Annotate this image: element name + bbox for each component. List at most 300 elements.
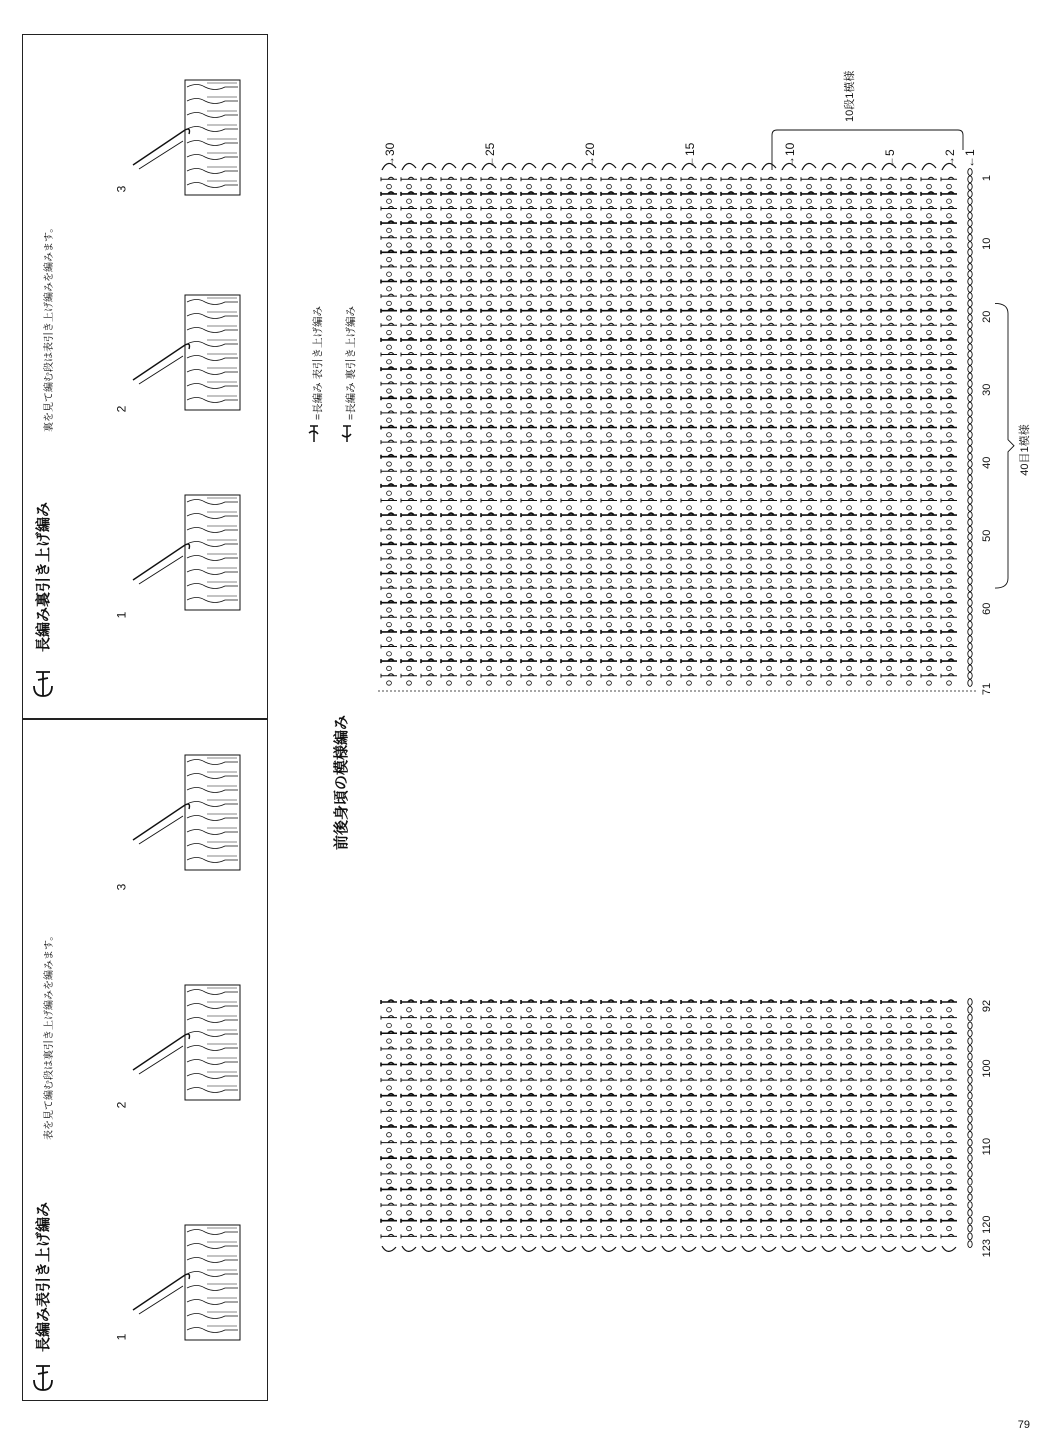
post-stitch	[441, 1031, 457, 1035]
chain-stitch	[647, 1008, 652, 1012]
post-stitch	[761, 1156, 777, 1160]
post-stitch	[441, 1016, 457, 1020]
post-stitch	[561, 177, 577, 181]
chain-stitch	[687, 272, 692, 276]
post-stitch	[481, 1203, 497, 1207]
post-stitch	[561, 411, 577, 415]
chain-stitch	[547, 243, 552, 247]
crochet-hook-icon	[133, 344, 190, 380]
chain-stitch	[407, 1133, 412, 1137]
chain-stitch	[968, 242, 972, 249]
post-stitch	[941, 221, 957, 225]
post-stitch	[621, 1156, 637, 1160]
post-stitch	[701, 323, 717, 327]
post-stitch	[721, 353, 737, 357]
chain-stitch	[667, 564, 672, 568]
chain-stitch	[927, 1164, 932, 1168]
chain-stitch	[807, 491, 812, 495]
post-stitch	[861, 367, 877, 371]
post-stitch	[841, 659, 857, 663]
post-stitch	[381, 221, 397, 225]
post-stitch	[901, 221, 917, 225]
post-stitch	[481, 1172, 497, 1176]
chain-stitch	[567, 1164, 572, 1168]
post-stitch	[661, 1000, 677, 1004]
chain-stitch	[947, 243, 952, 247]
chain-stitch	[467, 418, 472, 422]
post-stitch	[741, 528, 757, 532]
chain-stitch	[427, 301, 432, 305]
chain-stitch	[968, 205, 972, 212]
post-stitch	[861, 1156, 877, 1160]
chain-stitch	[927, 228, 932, 232]
post-stitch	[901, 542, 917, 546]
chain-stitch	[927, 520, 932, 524]
post-stitch	[881, 572, 897, 576]
chain-stitch	[867, 535, 872, 539]
chain-stitch	[887, 199, 892, 203]
post-stitch	[381, 1219, 397, 1223]
chain-stitch	[507, 257, 512, 261]
post-stitch	[801, 586, 817, 590]
post-stitch	[821, 469, 837, 473]
chain-stitch	[507, 476, 512, 480]
post-stitch	[501, 484, 517, 488]
chain-stitch	[607, 1008, 612, 1012]
post-stitch	[941, 1172, 957, 1176]
chain-stitch	[707, 666, 712, 670]
post-stitch	[541, 1109, 557, 1113]
post-stitch	[561, 265, 577, 269]
chain-stitch	[527, 1086, 532, 1090]
chain-stitch	[567, 593, 572, 597]
post-stitch	[761, 513, 777, 517]
chain-stitch	[687, 287, 692, 291]
post-stitch	[781, 1000, 797, 1004]
post-stitch	[841, 323, 857, 327]
post-stitch	[441, 1219, 457, 1223]
chain-stitch	[807, 1039, 812, 1043]
post-stitch	[821, 1219, 837, 1223]
post-stitch	[661, 396, 677, 400]
chain-stitch	[927, 1054, 932, 1058]
post-stitch	[381, 542, 397, 546]
post-stitch	[641, 1016, 657, 1020]
post-stitch	[421, 499, 437, 503]
post-stitch	[861, 455, 877, 459]
post-stitch	[661, 367, 677, 371]
post-stitch	[781, 323, 797, 327]
post-stitch	[681, 469, 697, 473]
chain-stitch	[647, 549, 652, 553]
post-stitch	[701, 528, 717, 532]
chain-stitch	[667, 1117, 672, 1121]
chain-stitch	[387, 506, 392, 510]
post-stitch	[621, 250, 637, 254]
chain-stitch	[887, 681, 892, 685]
post-stitch	[861, 1203, 877, 1207]
post-stitch	[641, 309, 657, 313]
post-stitch	[921, 207, 937, 211]
chain-stitch	[487, 330, 492, 334]
chain-stitch	[968, 1186, 972, 1193]
post-stitch	[901, 645, 917, 649]
chain-stitch	[887, 1211, 892, 1215]
post-stitch	[421, 207, 437, 211]
post-stitch	[761, 236, 777, 240]
post-stitch	[421, 1187, 437, 1191]
post-stitch	[821, 659, 837, 663]
post-stitch	[521, 367, 537, 371]
post-stitch	[821, 1203, 837, 1207]
chain-stitch	[627, 666, 632, 670]
chain-stitch	[867, 593, 872, 597]
chain-stitch	[747, 389, 752, 393]
post-stitch	[901, 440, 917, 444]
chain-stitch	[607, 622, 612, 626]
post-stitch	[421, 1172, 437, 1176]
post-stitch	[761, 557, 777, 561]
chain-stitch	[627, 1086, 632, 1090]
post-stitch	[761, 280, 777, 284]
post-stitch	[481, 221, 497, 225]
post-stitch	[521, 1109, 537, 1113]
post-stitch	[881, 1172, 897, 1176]
chain-stitch	[627, 535, 632, 539]
chain-stitch	[467, 330, 472, 334]
post-stitch	[521, 426, 537, 430]
post-stitch	[521, 645, 537, 649]
post-stitch	[521, 572, 537, 576]
chain-stitch	[447, 257, 452, 261]
post-stitch	[401, 601, 417, 605]
post-stitch	[621, 1187, 637, 1191]
post-stitch	[941, 1109, 957, 1113]
chain-stitch	[567, 228, 572, 232]
post-stitch	[781, 280, 797, 284]
post-stitch	[521, 1203, 537, 1207]
post-stitch	[501, 615, 517, 619]
post-stitch	[661, 192, 677, 196]
chain-stitch	[587, 622, 592, 626]
chain-stitch	[767, 476, 772, 480]
post-stitch	[861, 440, 877, 444]
post-stitch	[801, 1203, 817, 1207]
chain-stitch	[807, 228, 812, 232]
chain-stitch	[827, 1054, 832, 1058]
post-stitch	[541, 645, 557, 649]
post-stitch	[521, 630, 537, 634]
post-stitch	[801, 440, 817, 444]
chain-stitch	[387, 476, 392, 480]
chain-stitch	[507, 287, 512, 291]
post-stitch	[861, 236, 877, 240]
chain-stitch	[687, 257, 692, 261]
chain-stitch	[787, 330, 792, 334]
chain-stitch	[427, 593, 432, 597]
post-stitch	[461, 615, 477, 619]
chain-stitch	[627, 491, 632, 495]
chain-stitch	[867, 681, 872, 685]
chain-stitch	[587, 681, 592, 685]
chain-stitch	[567, 1226, 572, 1230]
post-stitch	[921, 192, 937, 196]
chain-stitch	[407, 652, 412, 656]
chain-stitch	[787, 520, 792, 524]
post-stitch	[801, 1219, 817, 1223]
post-stitch	[521, 1031, 537, 1035]
crochet-hook-icon	[133, 544, 190, 580]
chain-stitch	[447, 316, 452, 320]
post-stitch	[481, 1062, 497, 1066]
post-stitch	[701, 659, 717, 663]
post-stitch	[941, 572, 957, 576]
chain-stitch	[968, 475, 972, 482]
chain-stitch	[887, 1226, 892, 1230]
chain-stitch	[407, 1008, 412, 1012]
post-stitch	[541, 1172, 557, 1176]
chain-stitch	[407, 564, 412, 568]
post-stitch	[841, 192, 857, 196]
chain-stitch	[887, 433, 892, 437]
chain-stitch	[847, 476, 852, 480]
post-stitch	[621, 586, 637, 590]
chain-stitch	[927, 1008, 932, 1012]
post-stitch	[621, 177, 637, 181]
post-stitch	[721, 323, 737, 327]
post-stitch	[561, 1109, 577, 1113]
chain-stitch	[947, 272, 952, 276]
chain-stitch	[907, 1164, 912, 1168]
post-stitch	[781, 630, 797, 634]
chart-row	[461, 163, 477, 1251]
post-stitch	[661, 1016, 677, 1020]
post-stitch	[401, 469, 417, 473]
post-stitch	[821, 192, 837, 196]
chain-stitch	[567, 579, 572, 583]
post-stitch	[921, 382, 937, 386]
post-stitch	[581, 586, 597, 590]
chain-stitch	[607, 652, 612, 656]
chain-stitch	[667, 257, 672, 261]
chain-stitch	[847, 681, 852, 685]
chain-stitch	[627, 360, 632, 364]
post-stitch	[501, 542, 517, 546]
chain-stitch	[627, 243, 632, 247]
chain-stitch	[387, 1101, 392, 1105]
post-stitch	[721, 1172, 737, 1176]
post-stitch	[641, 586, 657, 590]
post-stitch	[521, 294, 537, 298]
chain-stitch	[827, 1070, 832, 1074]
post-stitch	[421, 396, 437, 400]
chain-stitch	[387, 1086, 392, 1090]
post-stitch	[441, 601, 457, 605]
chain-stitch	[727, 1070, 732, 1074]
post-stitch	[661, 1234, 677, 1238]
post-stitch	[701, 499, 717, 503]
chain-stitch	[667, 1070, 672, 1074]
post-stitch	[501, 382, 517, 386]
chain-stitch	[907, 520, 912, 524]
chain-stitch	[727, 301, 732, 305]
post-stitch	[801, 1062, 817, 1066]
post-stitch	[521, 1156, 537, 1160]
post-stitch	[481, 396, 497, 400]
post-stitch	[921, 1156, 937, 1160]
chain-stitch	[467, 1117, 472, 1121]
chain-stitch	[847, 447, 852, 451]
chain-stitch	[587, 184, 592, 188]
post-stitch	[721, 1016, 737, 1020]
post-stitch	[501, 367, 517, 371]
post-stitch	[381, 1031, 397, 1035]
chain-stitch	[807, 535, 812, 539]
post-stitch	[721, 1141, 737, 1145]
post-stitch	[781, 192, 797, 196]
chain-stitch	[487, 1133, 492, 1137]
chain-stitch	[968, 1241, 972, 1248]
post-stitch	[681, 1234, 697, 1238]
chain-stitch	[567, 214, 572, 218]
post-stitch	[401, 674, 417, 678]
chain-stitch	[447, 622, 452, 626]
chain-stitch	[947, 535, 952, 539]
post-stitch	[581, 528, 597, 532]
chain-stitch	[767, 520, 772, 524]
turning-chain	[702, 163, 716, 170]
chain-stitch	[787, 564, 792, 568]
post-stitch	[501, 1234, 517, 1238]
post-stitch	[661, 236, 677, 240]
post-stitch	[781, 586, 797, 590]
chain-stitch	[467, 447, 472, 451]
post-stitch	[741, 615, 757, 619]
post-stitch	[941, 484, 957, 488]
chain-stitch	[847, 622, 852, 626]
post-stitch	[381, 294, 397, 298]
post-stitch	[521, 1234, 537, 1238]
post-stitch	[441, 528, 457, 532]
post-stitch	[741, 469, 757, 473]
chain-stitch	[787, 1226, 792, 1230]
chain-stitch	[527, 506, 532, 510]
chain-stitch	[727, 476, 732, 480]
chain-stitch	[407, 403, 412, 407]
chain-stitch	[687, 374, 692, 378]
chain-stitch	[527, 330, 532, 334]
chain-stitch	[527, 214, 532, 218]
post-stitch	[681, 542, 697, 546]
chain-stitch	[407, 287, 412, 291]
post-stitch	[801, 1172, 817, 1176]
post-stitch	[581, 455, 597, 459]
chain-stitch	[387, 374, 392, 378]
post-stitch	[821, 1156, 837, 1160]
post-stitch	[561, 1031, 577, 1035]
chain-stitch	[968, 999, 972, 1006]
post-stitch	[941, 1078, 957, 1082]
post-stitch	[681, 615, 697, 619]
post-stitch	[561, 280, 577, 284]
post-stitch	[561, 353, 577, 357]
post-stitch	[681, 557, 697, 561]
post-stitch	[741, 309, 757, 313]
post-stitch	[801, 382, 817, 386]
post-stitch	[861, 1094, 877, 1098]
chain-stitch	[827, 447, 832, 451]
post-stitch	[801, 484, 817, 488]
post-stitch	[581, 192, 597, 196]
post-stitch	[941, 1016, 957, 1020]
post-stitch	[821, 586, 837, 590]
chain-stitch	[447, 199, 452, 203]
chain-stitch	[587, 345, 592, 349]
chain-stitch	[747, 345, 752, 349]
post-stitch	[381, 382, 397, 386]
chain-stitch	[827, 199, 832, 203]
post-stitch	[681, 367, 697, 371]
chain-stitch	[427, 257, 432, 261]
chain-stitch	[507, 360, 512, 364]
chain-stitch	[867, 637, 872, 641]
chain-stitch	[787, 549, 792, 553]
post-stitch	[461, 469, 477, 473]
chain-stitch	[607, 1179, 612, 1183]
post-stitch	[741, 221, 757, 225]
post-stitch	[401, 528, 417, 532]
chain-stitch	[968, 1108, 972, 1115]
chain-stitch	[467, 1133, 472, 1137]
chain-stitch	[927, 243, 932, 247]
post-stitch	[561, 601, 577, 605]
chain-stitch	[747, 1008, 752, 1012]
chain-stitch	[927, 403, 932, 407]
panel2-step-3: 3	[114, 185, 129, 193]
chain-stitch	[747, 622, 752, 626]
chain-stitch	[427, 681, 432, 685]
post-stitch	[681, 1125, 697, 1129]
post-stitch	[501, 353, 517, 357]
post-stitch	[581, 1094, 597, 1098]
stitch-number: 1	[981, 174, 993, 182]
post-stitch	[881, 499, 897, 503]
post-stitch	[781, 674, 797, 678]
post-stitch	[481, 674, 497, 678]
post-stitch	[441, 1172, 457, 1176]
post-stitch	[901, 280, 917, 284]
chain-stitch	[487, 520, 492, 524]
post-stitch	[801, 353, 817, 357]
chain-stitch	[527, 389, 532, 393]
chain-stitch	[807, 1164, 812, 1168]
post-stitch	[841, 177, 857, 181]
post-stitch	[621, 280, 637, 284]
chain-stitch	[907, 1101, 912, 1105]
post-stitch	[501, 1062, 517, 1066]
post-stitch	[701, 1031, 717, 1035]
chain-stitch	[947, 491, 952, 495]
chain-stitch	[747, 257, 752, 261]
chain-stitch	[387, 345, 392, 349]
chain-stitch	[867, 579, 872, 583]
chain-stitch	[707, 433, 712, 437]
post-stitch	[421, 1156, 437, 1160]
post-stitch	[501, 674, 517, 678]
post-stitch	[421, 440, 437, 444]
chain-stitch	[527, 579, 532, 583]
post-stitch	[641, 1203, 657, 1207]
